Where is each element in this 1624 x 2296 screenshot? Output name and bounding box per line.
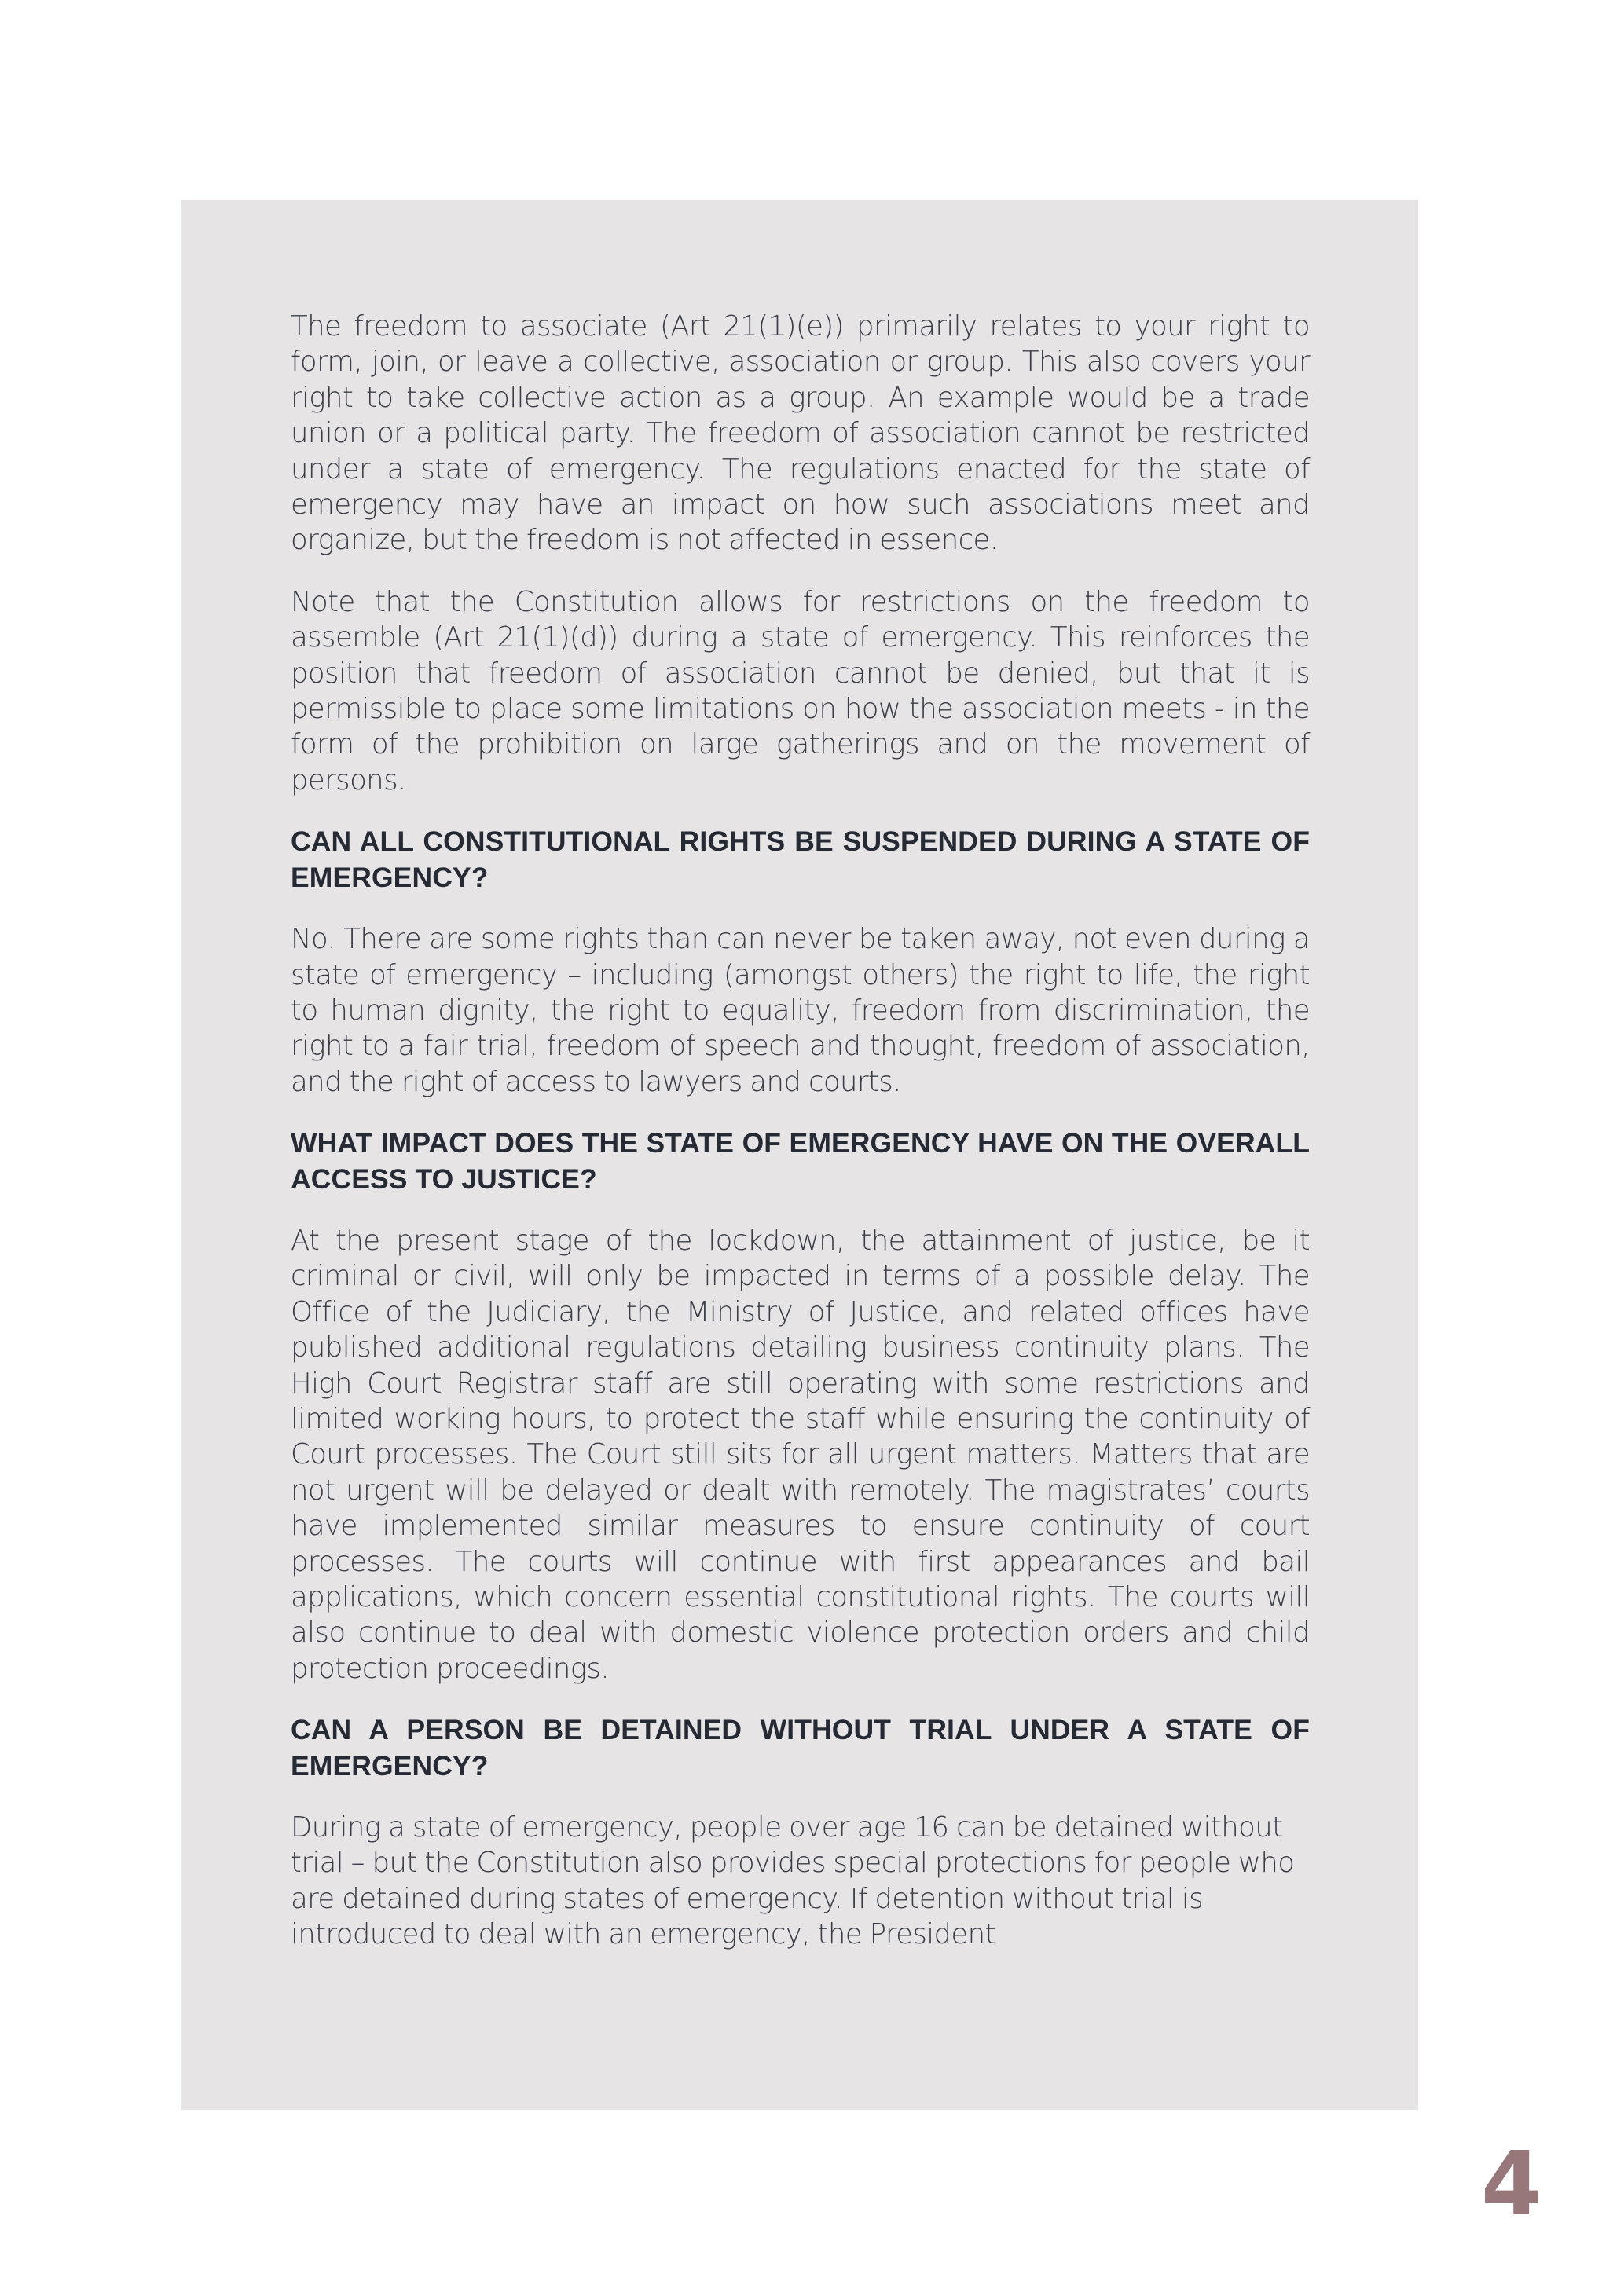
- page-number: 4: [1481, 2133, 1542, 2236]
- paragraph-non-derogable-rights: No. There are some rights than can never be taken away, not even during a state of emergency – including (amongst others) the right to life, the right to human dignity, the right to equality, freedom from discrimination, the right to a fair trial, freedom of speech and thought, freedom of association, and the right of access to lawyers and courts.: [291, 923, 1310, 1098]
- heading-suspend-rights: CAN ALL CONSTITUTIONAL RIGHTS BE SUSPENDED DURING A STATE OF EMERGENCY?: [291, 826, 1310, 893]
- heading-access-to-justice: WHAT IMPACT DOES THE STATE OF EMERGENCY HAVE ON THE OVERALL ACCESS TO JUSTICE?: [291, 1127, 1310, 1195]
- paragraph-access-to-justice: At the present stage of the lockdown, the attainment of justice, be it criminal or civil, will only be impacted in terms of a possible delay. The Office of the Judiciary, the Ministry of Justice, and related offices have published additional regulations detailing business continuity plans. The High Court Registrar staff are still operating with some restrictions and limited working hours, to protect the staff while ensuring the continuity of Court processes. The Court still sits for all urgent matters. Matters that are not urgent will be delayed or dealt with remotely. The magistrates’ courts have implemented similar measures to ensure continuity of court processes. The courts will continue with first appearances and bail applications, which concern essential constitutional rights. The courts will also continue to deal with domestic violence protection orders and child protection proceedings.: [291, 1224, 1310, 1685]
- paragraph-freedom-to-assemble: Note that the Constitution allows for restrictions on the freedom to assemble (Art 21(1)(d)) during a state of emergency. This reinforces the position that freedom of association cannot be denied, but that it is permissible to place some limitations on how the association meets - in the form of the prohibition on large gatherings and on the movement of persons.: [291, 585, 1310, 796]
- heading-detention-without-trial: CAN A PERSON BE DETAINED WITHOUT TRIAL UNDER A STATE OF EMERGENCY?: [291, 1714, 1310, 1782]
- document-body: [291, 309, 1310, 1979]
- paragraph-detention-without-trial: During a state of emergency, people over age 16 can be detained without trial – but the Constitution also provides special protections for people who are detained during states of emergency. If detention without trial is introduced to deal with an emergency, the President: [291, 1811, 1295, 1951]
- paragraph-freedom-to-associate: The freedom to associate (Art 21(1)(e)) primarily relates to your right to form, join, or leave a collective, association or group. This also covers your right to take collective action as a group. An example would be a trade union or a political party. The freedom of association cannot be restricted under a state of emergency. The regulations enacted for the state of emergency may have an impact on how such associations meet and organize, but the freedom is not affected in essence.: [291, 310, 1310, 557]
